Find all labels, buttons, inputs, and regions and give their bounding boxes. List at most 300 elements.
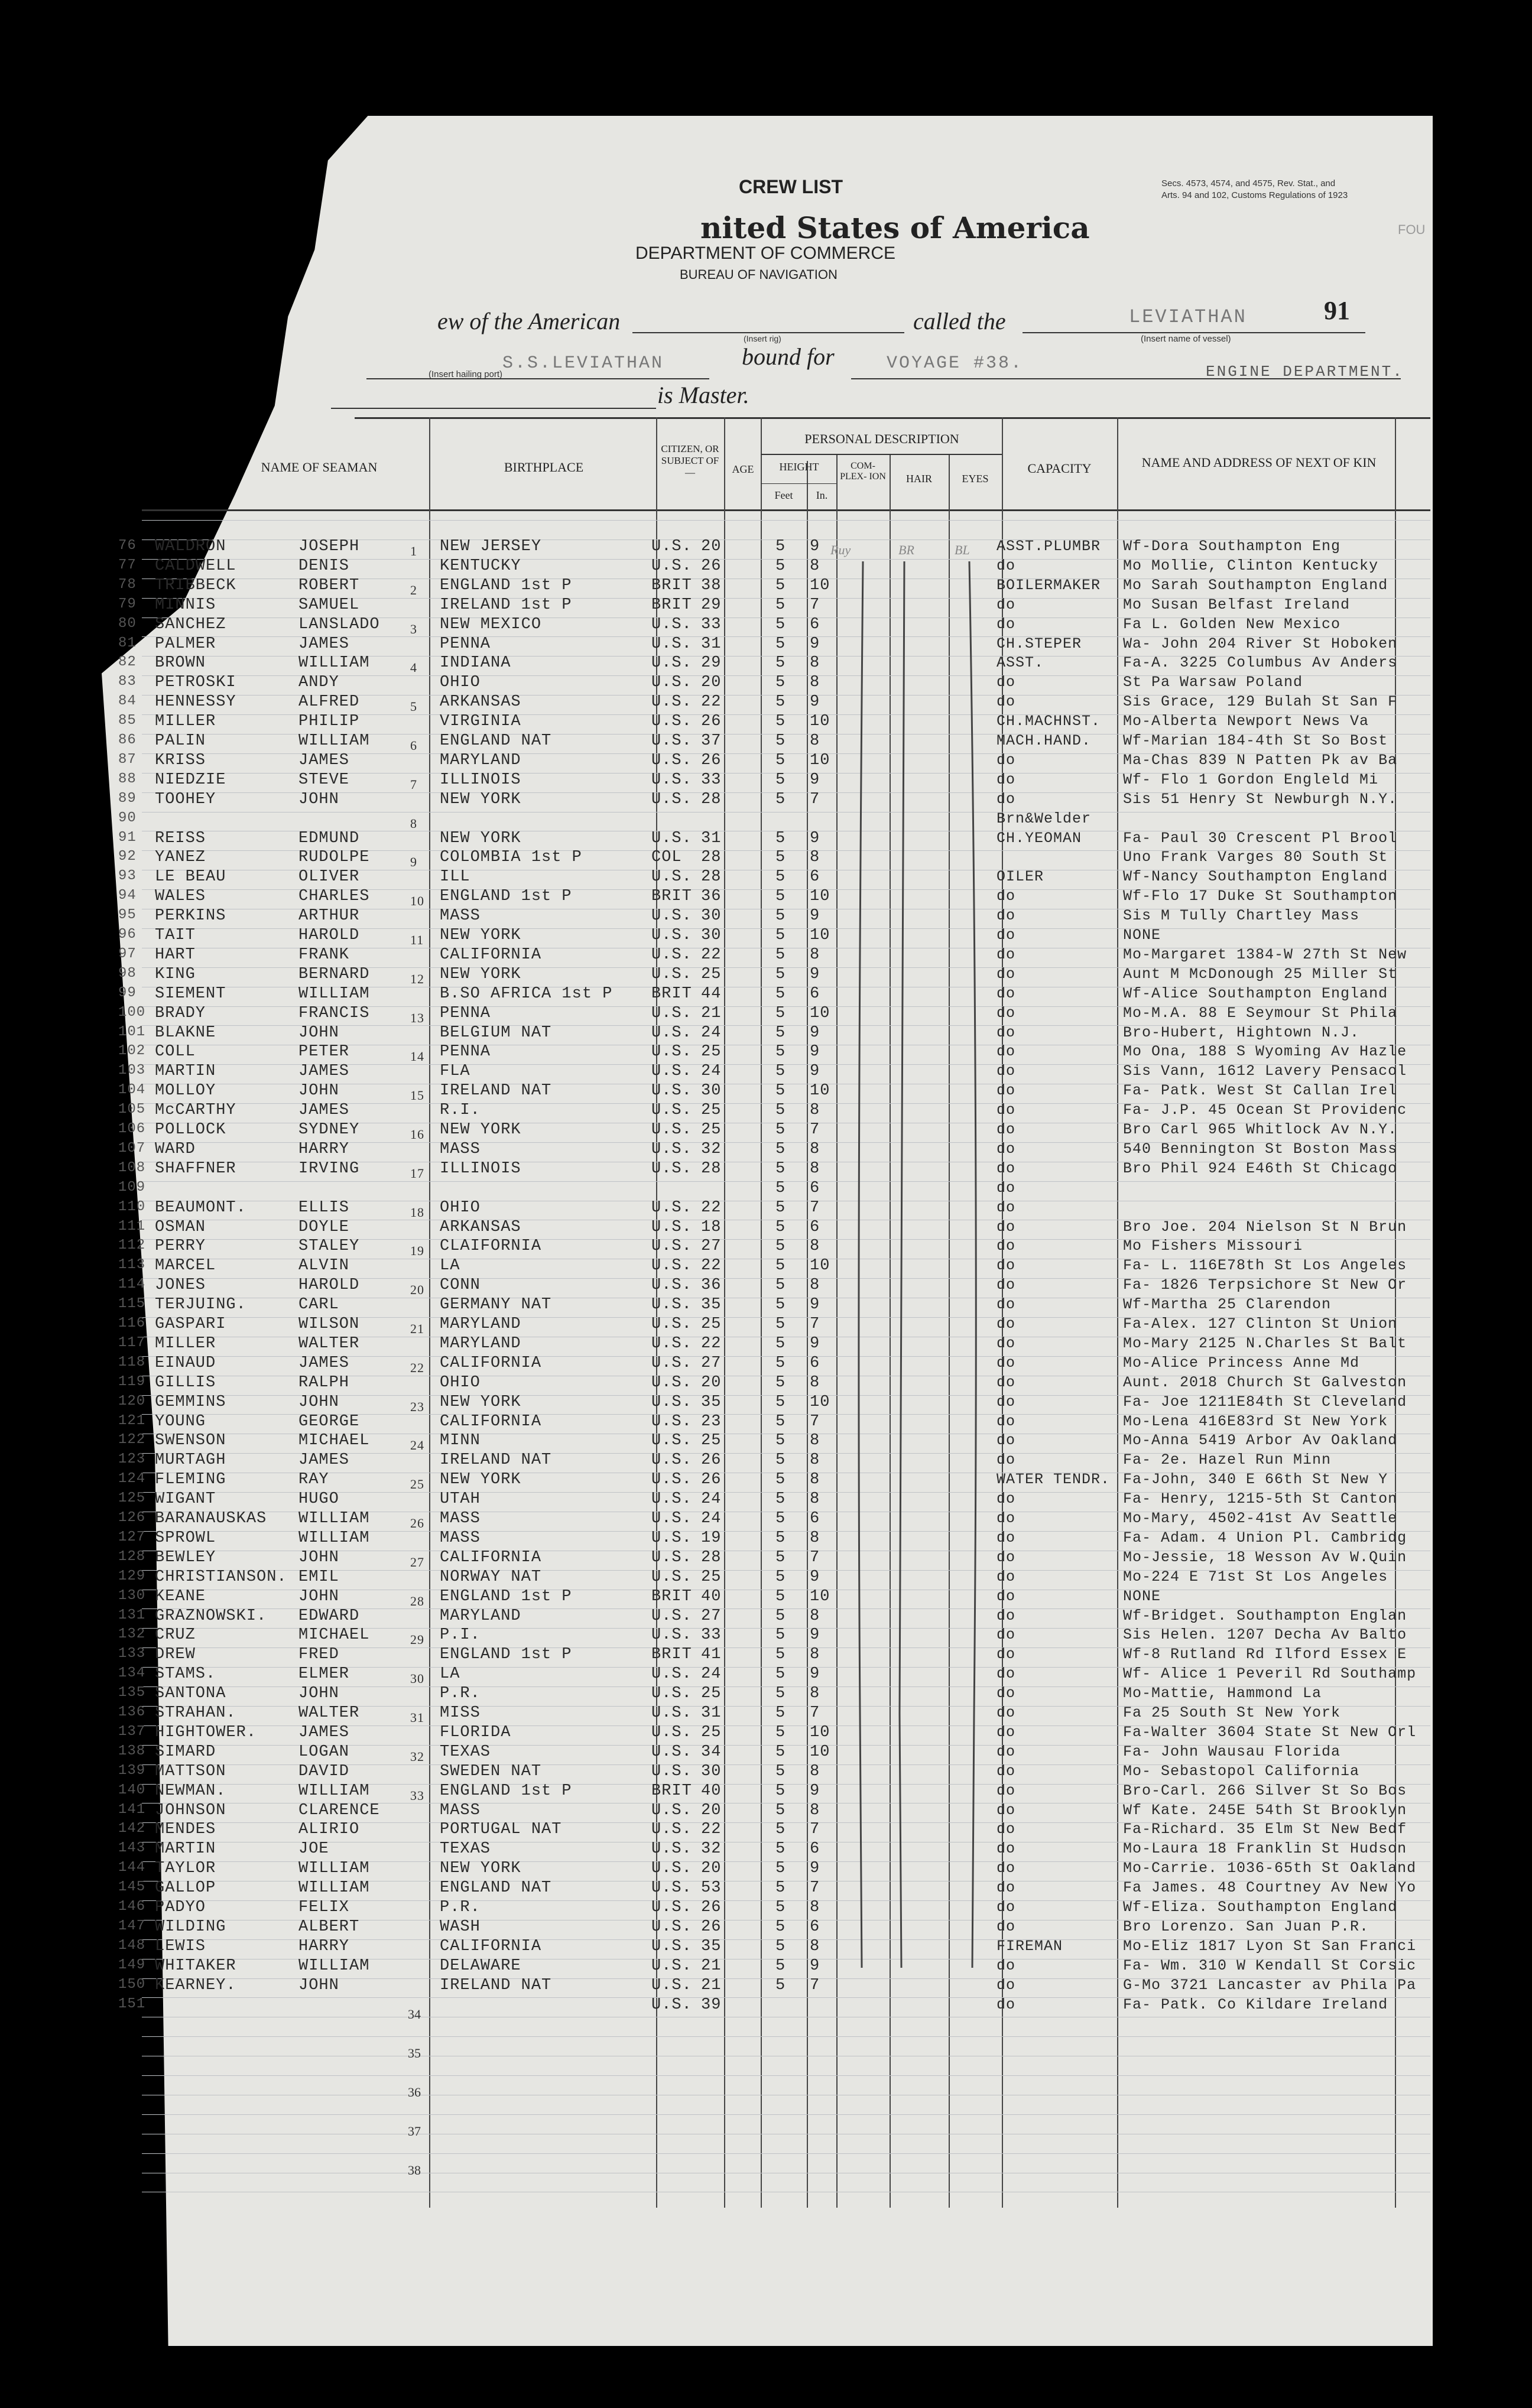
cell-capacity: do: [997, 1510, 1016, 1527]
cell-given-name: JAMES: [298, 1723, 350, 1741]
cell-age: 29: [701, 596, 722, 614]
cell-row-number: 84: [118, 693, 137, 710]
cell-height-feet: 5: [775, 1685, 786, 1703]
cell-given-name: WILLIAM: [298, 1510, 370, 1528]
cell-height-inches: 8: [810, 1801, 820, 1819]
cell-height-inches: 10: [810, 1257, 830, 1275]
cell-age: 24: [701, 1665, 722, 1684]
cell-citizen: U.S.: [651, 1237, 692, 1256]
cell-birthplace: MISS: [440, 1704, 481, 1722]
cell-capacity: do: [997, 1801, 1016, 1819]
cell-row-number: 136: [118, 1704, 146, 1720]
cell-height-feet: 5: [775, 1082, 786, 1100]
cell-surname: GRAZNOWSKI.: [155, 1607, 267, 1625]
cell-birthplace: INDIANA: [440, 654, 511, 672]
cell-capacity: do: [997, 615, 1016, 633]
cell-surname: KRISS: [155, 751, 206, 769]
cell-given-name: ALBERT: [298, 1918, 360, 1936]
cell-next-of-kin: NONE: [1123, 927, 1161, 944]
cell-height-inches: 8: [810, 1937, 820, 1955]
cell-row-number: 90: [118, 810, 137, 826]
cell-citizen: U.S.: [651, 1976, 692, 1994]
col-feet: Feet: [774, 489, 793, 501]
form-line-number: 12: [410, 971, 424, 986]
cell-surname: NEWMAN.: [155, 1782, 226, 1800]
cell-citizen: BRIT: [651, 1646, 692, 1664]
cell-citizen: U.S.: [651, 1373, 692, 1392]
cell-row-number: 82: [118, 654, 137, 671]
cell-surname: WILDING: [155, 1918, 226, 1936]
cell-height-feet: 5: [775, 945, 786, 964]
cell-given-name: ELLIS: [298, 1198, 350, 1217]
cell-surname: GEMMINS: [155, 1393, 226, 1411]
cell-citizen: U.S.: [651, 693, 692, 711]
col-age: AGE: [732, 463, 754, 475]
cell-row-number: 140: [118, 1782, 146, 1798]
cell-row-number: 106: [118, 1121, 146, 1137]
cell-row-number: 117: [118, 1334, 146, 1351]
cell-given-name: JOHN: [298, 790, 339, 808]
cell-height-feet: 5: [775, 1101, 786, 1120]
cell-citizen: U.S.: [651, 1685, 692, 1703]
cell-row-number: 118: [118, 1354, 146, 1370]
cell-next-of-kin: Mo Susan Belfast Ireland: [1123, 596, 1351, 613]
cell-height-feet: 5: [775, 1646, 786, 1664]
cell-height-inches: 8: [810, 732, 820, 750]
cell-surname: STRAHAN.: [155, 1704, 236, 1722]
cell-capacity: do: [997, 1218, 1016, 1236]
cell-given-name: HUGO: [298, 1490, 339, 1509]
cell-age: 25: [701, 1101, 722, 1120]
cell-height-inches: 8: [810, 1490, 820, 1509]
cell-surname: FLEMING: [155, 1471, 226, 1489]
cell-surname: SHAFFNER: [155, 1159, 236, 1178]
cell-next-of-kin: Sis M Tully Chartley Mass: [1123, 907, 1360, 925]
cell-height-inches: 10: [810, 1587, 830, 1606]
form-line-number: 27: [410, 1554, 424, 1569]
cell-given-name: WILLIAM: [298, 654, 370, 672]
form-line-number: 10: [410, 893, 424, 909]
form-line-number: 11: [410, 932, 424, 947]
cell-next-of-kin: Mo-Mattie, Hammond La: [1123, 1685, 1322, 1702]
cell-height-feet: 5: [775, 693, 786, 711]
rig-caption: (Insert rig): [744, 334, 781, 343]
cell-birthplace: TEXAS: [440, 1840, 491, 1858]
cell-capacity: do: [997, 1879, 1016, 1897]
cell-height-inches: 10: [810, 1082, 830, 1100]
cell-row-number: 94: [118, 888, 137, 904]
cell-birthplace: PENNA: [440, 1043, 491, 1061]
cell-row-number: 126: [118, 1510, 146, 1526]
form-line-number: 26: [410, 1516, 424, 1530]
cell-age: 37: [701, 732, 722, 750]
cell-surname: POLLOCK: [155, 1121, 226, 1139]
cell-given-name: FELIX: [298, 1899, 350, 1916]
form-line-number: 24: [410, 1438, 424, 1453]
cell-height-feet: 5: [775, 1354, 786, 1372]
cell-age: 27: [701, 1354, 722, 1372]
form-line-number: 14: [410, 1049, 424, 1064]
cell-capacity: do: [997, 1023, 1016, 1041]
cell-height-feet: 5: [775, 1140, 786, 1158]
cell-row-number: 114: [118, 1276, 146, 1293]
cell-age: 22: [701, 1257, 722, 1275]
cell-citizen: BRIT: [651, 888, 692, 906]
cell-birthplace: NEW YORK: [440, 829, 521, 847]
cell-surname: JONES: [155, 1276, 206, 1295]
cell-next-of-kin: Wf-Eliza. Southampton England: [1123, 1899, 1398, 1916]
cell-height-feet: 5: [775, 1004, 786, 1022]
cell-height-inches: 7: [810, 1315, 820, 1333]
cell-age: 19: [701, 1529, 722, 1547]
cell-birthplace: NEW YORK: [440, 965, 521, 983]
cell-row-number: 103: [118, 1062, 146, 1079]
cell-row-number: 107: [118, 1140, 146, 1156]
cell-row-number: 125: [118, 1490, 146, 1507]
cell-height-feet: 5: [775, 868, 786, 886]
cell-birthplace: ILL: [440, 868, 470, 886]
form-line-number: 8: [410, 815, 417, 831]
cell-citizen: U.S.: [651, 1548, 692, 1567]
cell-row-number: 146: [118, 1899, 146, 1915]
cell-height-inches: 8: [810, 1529, 820, 1547]
cell-birthplace: P.I.: [440, 1626, 481, 1645]
cell-row-number: 108: [118, 1159, 146, 1176]
cell-next-of-kin: Wf-8 Rutland Rd Ilford Essex E: [1123, 1646, 1407, 1663]
cell-citizen: COL: [651, 849, 682, 867]
cell-height-feet: 5: [775, 1412, 786, 1431]
cell-capacity: CH.YEOMAN: [997, 829, 1082, 847]
cell-citizen: U.S.: [651, 1257, 692, 1275]
cell-height-feet: 5: [775, 1918, 786, 1936]
cell-birthplace: FLA: [440, 1062, 470, 1081]
cell-next-of-kin: Wf-Alice Southampton England: [1123, 984, 1388, 1002]
cell-citizen: U.S.: [651, 732, 692, 750]
cell-height-inches: 9: [810, 1782, 820, 1800]
cell-height-inches: 8: [810, 1373, 820, 1392]
cell-height-feet: 5: [775, 615, 786, 633]
cell-citizen: U.S.: [651, 1101, 692, 1120]
cell-height-inches: 9: [810, 907, 820, 925]
cell-next-of-kin: Mo- Sebastopol California: [1123, 1762, 1360, 1780]
cell-surname: SIEMENT: [155, 984, 226, 1003]
cell-given-name: JAMES: [298, 1062, 350, 1081]
cell-given-name: WILLIAM: [298, 1957, 370, 1975]
cell-age: 25: [701, 1568, 722, 1586]
cell-given-name: BERNARD: [298, 965, 370, 983]
cell-row-number: 95: [118, 907, 137, 924]
form-line-number: 13: [410, 1010, 424, 1025]
cell-surname: BRADY: [155, 1004, 206, 1022]
blank-line-number: 36: [408, 2085, 421, 2100]
cell-given-name: HARRY: [298, 1140, 350, 1158]
cell-given-name: MICHAEL: [298, 1432, 370, 1450]
cell-surname: REISS: [155, 829, 206, 847]
cell-citizen: BRIT: [651, 984, 692, 1003]
cell-capacity: do: [997, 1743, 1016, 1760]
cell-birthplace: NEW JERSEY: [440, 538, 542, 555]
cell-height-inches: 10: [810, 751, 830, 769]
cell-birthplace: CALIFORNIA: [440, 945, 542, 964]
cell-next-of-kin: Sis Helen. 1207 Decha Av Balto: [1123, 1626, 1407, 1644]
cell-age: 25: [701, 1432, 722, 1450]
col-hair: HAIR: [906, 473, 932, 485]
cell-capacity: do: [997, 751, 1016, 769]
cell-surname: BLAKNE: [155, 1023, 216, 1042]
cell-next-of-kin: Fa- 1826 Terpsichore St New Or: [1123, 1276, 1407, 1294]
cell-height-feet: 5: [775, 751, 786, 769]
cell-next-of-kin: Mo-Eliz 1817 Lyon St San Franci: [1123, 1937, 1417, 1955]
cell-height-inches: 9: [810, 829, 820, 847]
cell-citizen: U.S.: [651, 1607, 692, 1625]
bound-for-label: bound for: [742, 343, 835, 370]
cell-citizen: U.S.: [651, 1490, 692, 1509]
cell-citizen: U.S.: [651, 1393, 692, 1411]
cell-age: 18: [701, 1218, 722, 1236]
cell-age: 23: [701, 1412, 722, 1431]
cell-row-number: 100: [118, 1004, 146, 1021]
cell-capacity: do: [997, 1762, 1016, 1780]
cell-citizen: U.S.: [651, 1062, 692, 1081]
cell-height-feet: 5: [775, 1043, 786, 1061]
cell-row-number: 132: [118, 1626, 146, 1643]
cell-capacity: do: [997, 674, 1016, 691]
cell-height-inches: 9: [810, 965, 820, 983]
cell-given-name: JAMES: [298, 1354, 350, 1372]
vessel-name: LEVIATHAN: [1129, 306, 1247, 328]
cell-height-feet: 5: [775, 1315, 786, 1333]
cell-next-of-kin: Fa- Paul 30 Crescent Pl Brool: [1123, 829, 1398, 847]
cell-given-name: ELMER: [298, 1665, 350, 1684]
cell-birthplace: LA: [440, 1665, 460, 1684]
form-line-number: 19: [410, 1243, 424, 1259]
cell-height-inches: 9: [810, 1568, 820, 1586]
cell-next-of-kin: Aunt. 2018 Church St Galveston: [1123, 1373, 1407, 1391]
cell-age: 26: [701, 1471, 722, 1489]
cell-age: 25: [701, 1315, 722, 1333]
form-line-number: 33: [410, 1788, 424, 1803]
statute-note-2: Arts. 94 and 102, Customs Regulations of 1923: [1161, 190, 1348, 200]
cell-birthplace: WASH: [440, 1918, 481, 1936]
cell-height-feet: 5: [775, 1490, 786, 1509]
cell-next-of-kin: 540 Bennington St Boston Mass: [1123, 1140, 1398, 1158]
cell-height-inches: 9: [810, 635, 820, 653]
cell-surname: NIEDZIE: [155, 771, 226, 789]
cell-given-name: WILLIAM: [298, 1860, 370, 1878]
cell-surname: BEAUMONT.: [155, 1198, 246, 1217]
cell-height-feet: 5: [775, 1548, 786, 1567]
cell-surname: HIGHTOWER.: [155, 1723, 257, 1741]
cell-birthplace: OHIO: [440, 1198, 481, 1217]
cell-given-name: JOHN: [298, 1587, 339, 1606]
cell-height-inches: 8: [810, 1276, 820, 1295]
cell-surname: KING: [155, 965, 196, 983]
cell-birthplace: PORTUGAL NAT: [440, 1821, 562, 1839]
cell-height-feet: 5: [775, 1568, 786, 1586]
cell-height-inches: 10: [810, 713, 830, 731]
cell-surname: TERJUING.: [155, 1296, 246, 1314]
cell-citizen: U.S.: [651, 907, 692, 925]
col-height: HEIGHT: [779, 461, 819, 473]
cell-birthplace: CONN: [440, 1276, 481, 1295]
cell-row-number: 145: [118, 1879, 146, 1896]
cell-birthplace: IRELAND NAT: [440, 1082, 552, 1100]
cell-capacity: do: [997, 1899, 1016, 1916]
cell-citizen: U.S.: [651, 1412, 692, 1431]
cell-surname: PERRY: [155, 1237, 206, 1256]
cell-given-name: DAVID: [298, 1762, 350, 1780]
cell-citizen: U.S.: [651, 713, 692, 731]
cell-height-inches: 9: [810, 693, 820, 711]
cell-height-feet: 5: [775, 771, 786, 789]
cell-given-name: ROBERT: [298, 576, 360, 594]
cell-height-feet: 5: [775, 1840, 786, 1858]
cell-height-feet: 5: [775, 1626, 786, 1645]
cell-given-name: CARL: [298, 1296, 339, 1314]
cell-age: 24: [701, 1062, 722, 1081]
cell-next-of-kin: Bro-Hubert, Hightown N.J.: [1123, 1023, 1360, 1041]
cell-height-inches: 6: [810, 1840, 820, 1858]
cell-citizen: U.S.: [651, 1296, 692, 1314]
cell-surname: TAYLOR: [155, 1860, 216, 1878]
cell-height-inches: 8: [810, 1237, 820, 1256]
cell-row-number: 121: [118, 1412, 146, 1429]
cell-height-inches: 8: [810, 1451, 820, 1470]
cell-birthplace: OHIO: [440, 1373, 481, 1392]
cell-height-feet: 5: [775, 674, 786, 692]
cell-height-inches: 8: [810, 1607, 820, 1625]
cell-citizen: U.S.: [651, 1996, 692, 2014]
cell-row-number: 93: [118, 868, 137, 885]
cell-height-feet: 5: [775, 1821, 786, 1839]
cell-age: 21: [701, 1004, 722, 1022]
cell-age: 24: [701, 1023, 722, 1042]
form-line-number: 29: [410, 1632, 424, 1647]
cell-row-number: 110: [118, 1198, 146, 1215]
cell-age: 20: [701, 538, 722, 555]
cell-birthplace: ENGLAND 1st P: [440, 1587, 572, 1606]
cell-birthplace: P.R.: [440, 1899, 481, 1916]
cell-given-name: CHARLES: [298, 888, 370, 906]
cell-age: 25: [701, 965, 722, 983]
cell-height-inches: 8: [810, 1762, 820, 1780]
cell-next-of-kin: Wa- John 204 River St Hoboken: [1123, 635, 1398, 652]
cell-citizen: U.S.: [651, 1704, 692, 1722]
cell-height-feet: 5: [775, 1607, 786, 1625]
cell-capacity: do: [997, 1257, 1016, 1275]
cell-given-name: OLIVER: [298, 868, 360, 886]
cell-height-inches: 7: [810, 1704, 820, 1722]
cell-height-feet: 5: [775, 654, 786, 672]
cell-surname: MATTSON: [155, 1762, 226, 1780]
cell-birthplace: FLORIDA: [440, 1723, 511, 1741]
cell-surname: GASPARI: [155, 1315, 226, 1333]
cell-citizen: U.S.: [651, 615, 692, 633]
cell-citizen: U.S.: [651, 927, 692, 944]
cell-citizen: U.S.: [651, 829, 692, 847]
cell-row-number: 99: [118, 984, 137, 1001]
cell-citizen: U.S.: [651, 1821, 692, 1839]
cell-surname: MURTAGH: [155, 1451, 226, 1470]
cell-age: 31: [701, 635, 722, 653]
cell-next-of-kin: Fa- Patk. Co Kildare Ireland: [1123, 1996, 1388, 2013]
cell-capacity: CH.STEPER: [997, 635, 1082, 652]
cell-capacity: do: [997, 1121, 1016, 1138]
cell-next-of-kin: Wf- Flo 1 Gordon Engleld Mi: [1123, 771, 1379, 788]
cell-height-feet: 5: [775, 1937, 786, 1955]
cell-birthplace: ENGLAND NAT: [440, 732, 552, 750]
cell-next-of-kin: Wf-Bridget. Southampton Englan: [1123, 1607, 1407, 1624]
cell-height-feet: 5: [775, 984, 786, 1003]
cell-capacity: do: [997, 945, 1016, 963]
cell-next-of-kin: Aunt M McDonough 25 Miller St: [1123, 965, 1398, 983]
cell-row-number: 143: [118, 1840, 146, 1857]
cell-birthplace: NEW YORK: [440, 1471, 521, 1489]
cell-birthplace: NEW YORK: [440, 927, 521, 944]
master-label: is Master.: [657, 382, 749, 408]
cell-height-inches: 7: [810, 1412, 820, 1431]
cell-birthplace: ARKANSAS: [440, 693, 521, 711]
cell-surname: WIGANT: [155, 1490, 216, 1509]
cell-citizen: BRIT: [651, 1587, 692, 1606]
col-inches: In.: [816, 489, 828, 501]
cell-surname: HENNESSY: [155, 693, 236, 711]
statute-note-1: Secs. 4573, 4574, and 4575, Rev. Stat., and: [1161, 178, 1336, 189]
cell-citizen: U.S.: [651, 1471, 692, 1489]
form-line-number: 1: [410, 544, 417, 558]
cell-height-feet: 5: [775, 732, 786, 750]
form-line-number: 21: [410, 1321, 424, 1336]
cell-next-of-kin: G-Mo 3721 Lancaster av Phila Pa: [1123, 1976, 1417, 1994]
cell-next-of-kin: Bro Lorenzo. San Juan P.R.: [1123, 1918, 1369, 1935]
cell-birthplace: ILLINOIS: [440, 771, 521, 789]
cell-age: 32: [701, 1140, 722, 1158]
cell-next-of-kin: Mo Fishers Missouri: [1123, 1237, 1303, 1255]
cell-capacity: do: [997, 927, 1016, 944]
cell-age: 35: [701, 1937, 722, 1955]
cell-given-name: WILLIAM: [298, 984, 370, 1003]
cell-given-name: GEORGE: [298, 1412, 360, 1431]
cell-surname: STAMS.: [155, 1665, 216, 1684]
cell-capacity: do: [997, 1276, 1016, 1294]
cell-given-name: EDWARD: [298, 1607, 360, 1625]
form-line-number: 3: [410, 621, 417, 636]
cell-row-number: 105: [118, 1101, 146, 1118]
cell-height-inches: 8: [810, 1471, 820, 1489]
cell-age: 40: [701, 1782, 722, 1800]
cell-height-feet: 5: [775, 1179, 786, 1197]
cell-birthplace: GERMANY NAT: [440, 1296, 552, 1314]
cell-height-feet: 5: [775, 1879, 786, 1897]
col-birthplace: BIRTHPLACE: [504, 460, 584, 475]
cell-capacity: do: [997, 1198, 1016, 1216]
form-line-number: 5: [410, 699, 417, 714]
cell-row-number: 115: [118, 1296, 146, 1312]
cell-citizen: U.S.: [651, 1198, 692, 1217]
cell-height-inches: 9: [810, 1334, 820, 1353]
cell-given-name: ALIRIO: [298, 1821, 360, 1839]
cell-row-number: 142: [118, 1821, 146, 1837]
cell-citizen: U.S.: [651, 1568, 692, 1586]
cell-height-inches: 7: [810, 1821, 820, 1839]
cell-citizen: U.S.: [651, 751, 692, 769]
cell-next-of-kin: Mo Ona, 188 S Wyoming Av Hazle: [1123, 1043, 1407, 1061]
cell-capacity: do: [997, 1704, 1016, 1721]
cell-surname: WALES: [155, 888, 206, 906]
hair-mark: BR: [898, 542, 914, 557]
cell-height-inches: 8: [810, 557, 820, 575]
cell-row-number: 77: [118, 557, 137, 573]
